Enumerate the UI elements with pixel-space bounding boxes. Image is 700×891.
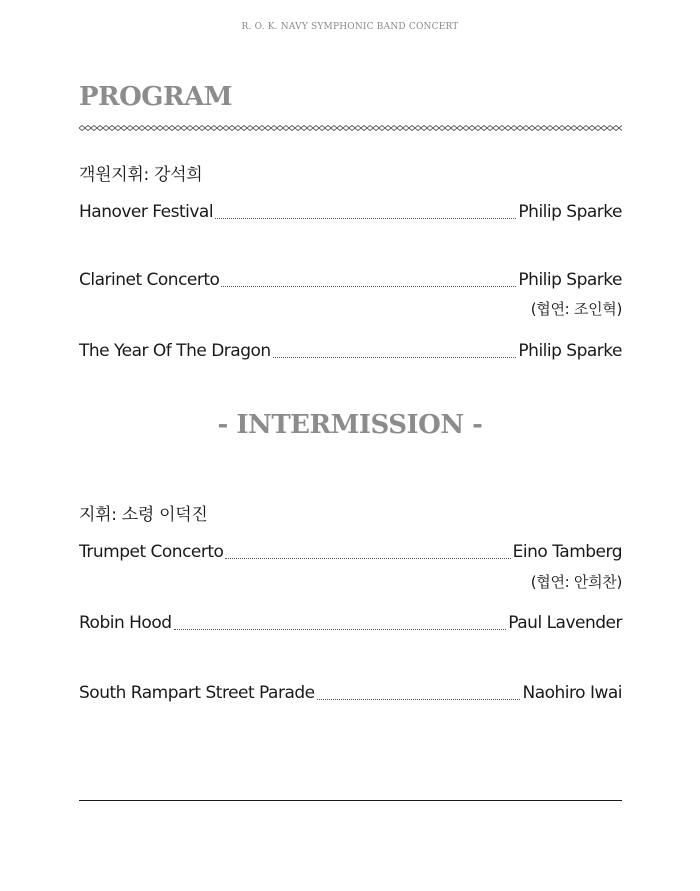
composer-name: Philip Sparke xyxy=(518,270,622,290)
part1-conductor: 객원지휘: 강석희 xyxy=(79,165,203,185)
composer-name: Philip Sparke xyxy=(518,202,622,222)
running-header: R. O. K. NAVY SYMPHONIC BAND CONCERT xyxy=(241,22,459,32)
program-row xyxy=(79,609,622,633)
composer-name: Naohiro Iwai xyxy=(522,683,622,703)
composer-name: Paul Lavender xyxy=(508,613,622,633)
dot-leader xyxy=(225,558,510,559)
piece-title: Clarinet Concerto xyxy=(79,270,220,290)
soloist-credit: (협연: 안희찬) xyxy=(530,573,622,591)
program-row xyxy=(79,198,622,222)
piece-title: Trumpet Concerto xyxy=(79,542,224,562)
program-row xyxy=(79,538,622,562)
part2-conductor: 지휘: 소령 이덕진 xyxy=(79,505,208,525)
piece-title: The Year Of The Dragon xyxy=(79,341,271,361)
bottom-divider xyxy=(79,800,622,801)
piece-title: Robin Hood xyxy=(79,613,172,633)
dot-leader xyxy=(174,629,507,630)
composer-name: Eino Tamberg xyxy=(512,542,622,562)
dot-leader xyxy=(215,218,516,219)
piece-title: Hanover Festival xyxy=(79,202,214,222)
soloist-credit: (협연: 조인혁) xyxy=(530,300,622,318)
program-title: PROGRAM xyxy=(79,82,233,112)
dot-leader xyxy=(221,286,516,287)
piece-title: South Rampart Street Parade xyxy=(79,683,315,703)
intermission-heading: - INTERMISSION - xyxy=(217,410,483,440)
dot-leader xyxy=(273,357,517,358)
program-row xyxy=(79,266,622,290)
dot-leader xyxy=(317,699,521,700)
composer-name: Philip Sparke xyxy=(518,341,622,361)
program-row xyxy=(79,337,622,361)
ornament-divider xyxy=(79,124,622,132)
program-row xyxy=(79,679,622,703)
